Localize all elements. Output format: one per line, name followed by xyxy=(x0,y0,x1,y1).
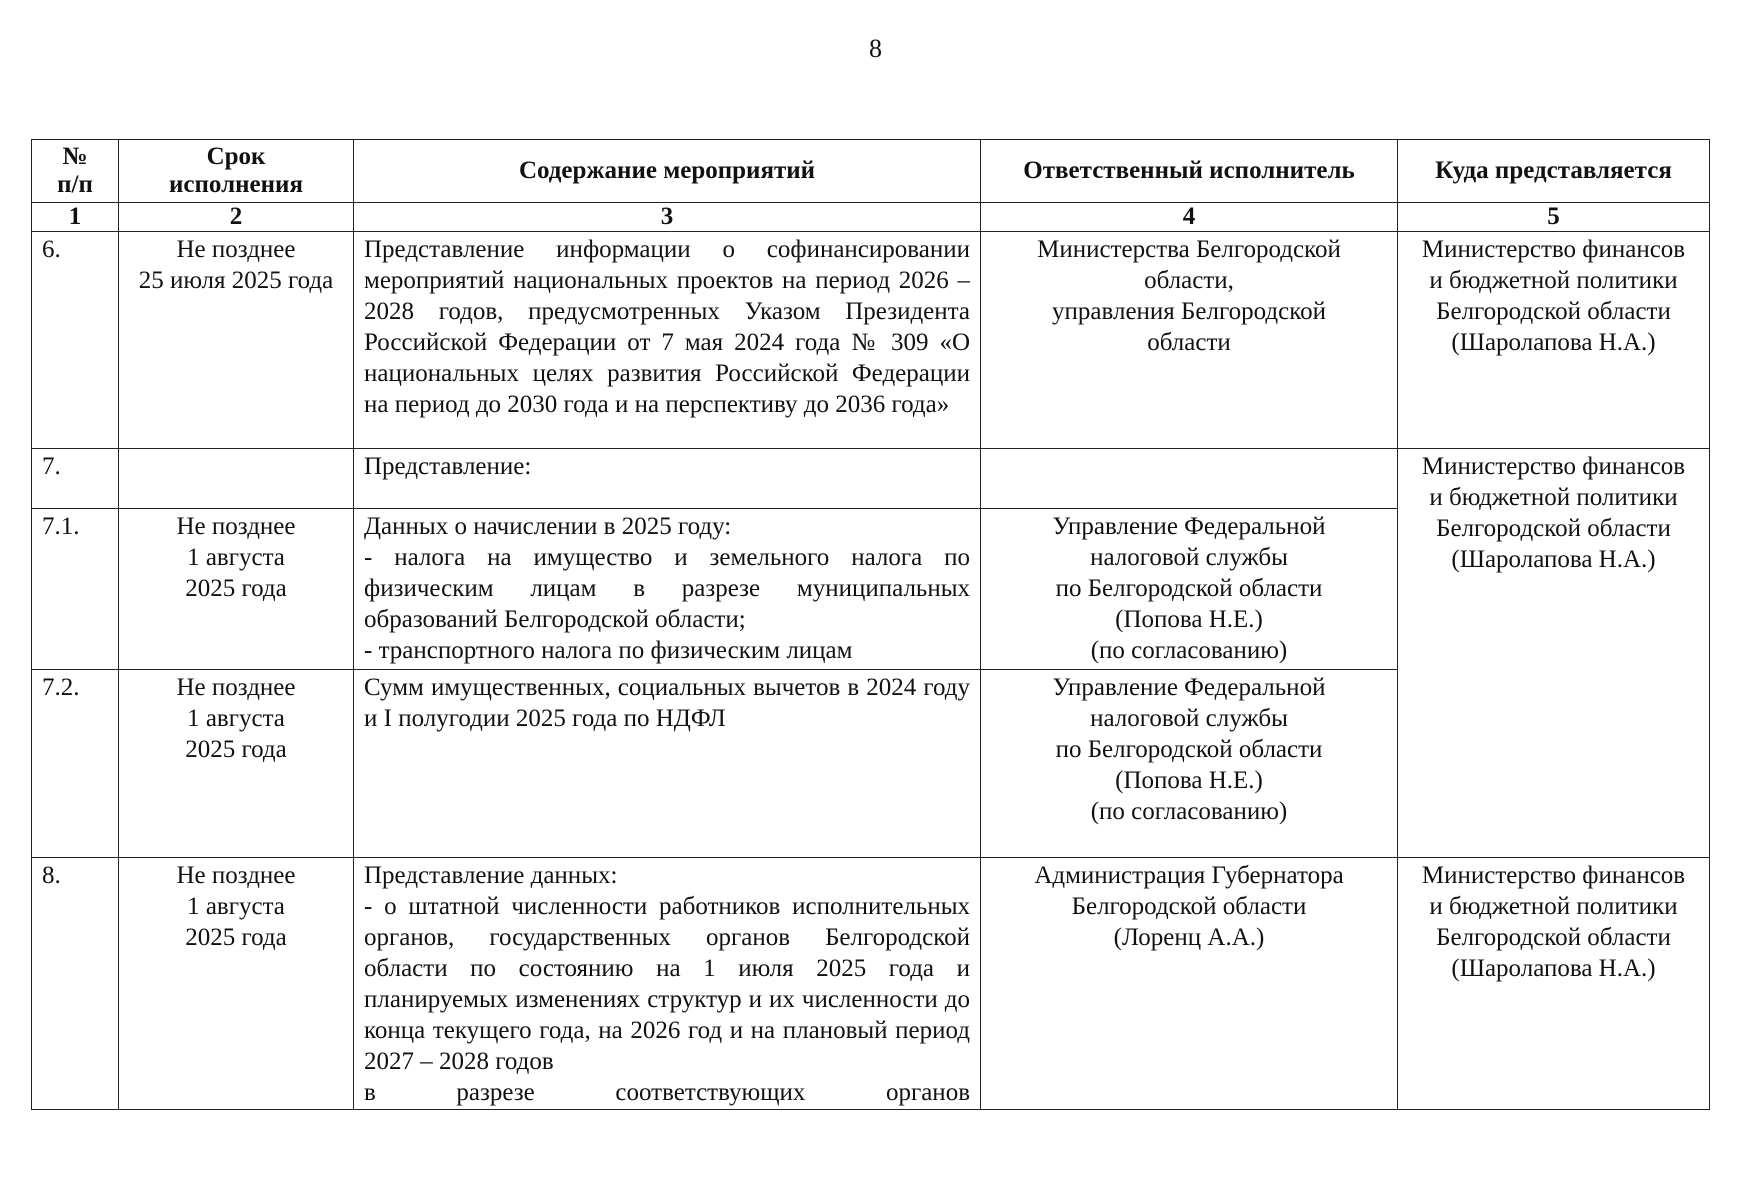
row-deadline: Не позднее 1 августа 2025 года xyxy=(119,670,354,858)
row-recipient: Министерство финансов и бюджетной политики Белгородской области (Шаролапова Н.А.) xyxy=(1398,449,1710,858)
row-responsible xyxy=(981,449,1398,509)
row-responsible: Министерства Белгородской области, управления Белгородской области xyxy=(981,232,1398,449)
page-number: 8 xyxy=(869,34,882,63)
table-row xyxy=(32,232,1710,449)
column-number: 4 xyxy=(981,203,1398,232)
row-content: Данных о начислении в 2025 году: - налога на имущество и земельного налога по физическим лицам в разрезе муниципальных образований Белгородской области; - транспортного налога по физическим лицам xyxy=(354,509,981,670)
row-responsible: Управление Федеральной налоговой службы по Белгородской области (Попова Н.Е.) (по согласованию) xyxy=(981,509,1398,670)
activities-table xyxy=(31,139,1710,1110)
column-number: 5 xyxy=(1398,203,1710,232)
row-deadline: Не позднее 1 августа 2025 года xyxy=(119,509,354,670)
table-row xyxy=(32,858,1710,1110)
row-number: 6. xyxy=(32,232,119,449)
header-content: Содержание мероприятий xyxy=(354,140,981,203)
row-number: 8. xyxy=(32,858,119,1110)
table-row xyxy=(32,449,1710,509)
row-number: 7.2. xyxy=(32,670,119,858)
header-responsible: Ответственный исполнитель xyxy=(981,140,1398,203)
row-responsible: Управление Федеральной налоговой службы по Белгородской области (Попова Н.Е.) (по согласованию) xyxy=(981,670,1398,858)
row-content: Представление: xyxy=(354,449,981,509)
row-content: Представление данных: - о штатной численности работников исполнительных органов, государственных органов Белгородской области по состоянию на 1 июля 2025 года и планируемых изменениях структур и их численности до конца текущего года, на 2026 год и на плановый период 2027 – 2028 годов в разрезе соответствующих органов xyxy=(354,858,981,1110)
row-content: Представление информации о софинансировании мероприятий национальных проектов на период 2026 – 2028 годов, предусмотренных Указом Президента Российской Федерации от 7 мая 2024 года № 309 «О национальных целях развития Российской Федерации на период до 2030 года и на перспективу до 2036 года» xyxy=(354,232,981,449)
row-recipient: Министерство финансов и бюджетной политики Белгородской области (Шаролапова Н.А.) xyxy=(1398,232,1710,449)
row-content: Сумм имущественных, социальных вычетов в 2024 году и I полугодии 2025 года по НДФЛ xyxy=(354,670,981,858)
column-number: 3 xyxy=(354,203,981,232)
column-number-row xyxy=(32,203,1710,232)
column-number: 1 xyxy=(32,203,119,232)
table-header-row xyxy=(32,140,1710,203)
row-deadline xyxy=(119,449,354,509)
row-responsible: Администрация Губернатора Белгородской области (Лоренц А.А.) xyxy=(981,858,1398,1110)
row-number: 7. xyxy=(32,449,119,509)
row-number: 7.1. xyxy=(32,509,119,670)
row-deadline: Не позднее 25 июля 2025 года xyxy=(119,232,354,449)
column-number: 2 xyxy=(119,203,354,232)
header-deadline: Срок исполнения xyxy=(119,140,354,203)
header-number: № п/п xyxy=(32,140,119,203)
header-recipient: Куда представляется xyxy=(1398,140,1710,203)
row-recipient: Министерство финансов и бюджетной политики Белгородской области (Шаролапова Н.А.) xyxy=(1398,858,1710,1110)
row-deadline: Не позднее 1 августа 2025 года xyxy=(119,858,354,1110)
